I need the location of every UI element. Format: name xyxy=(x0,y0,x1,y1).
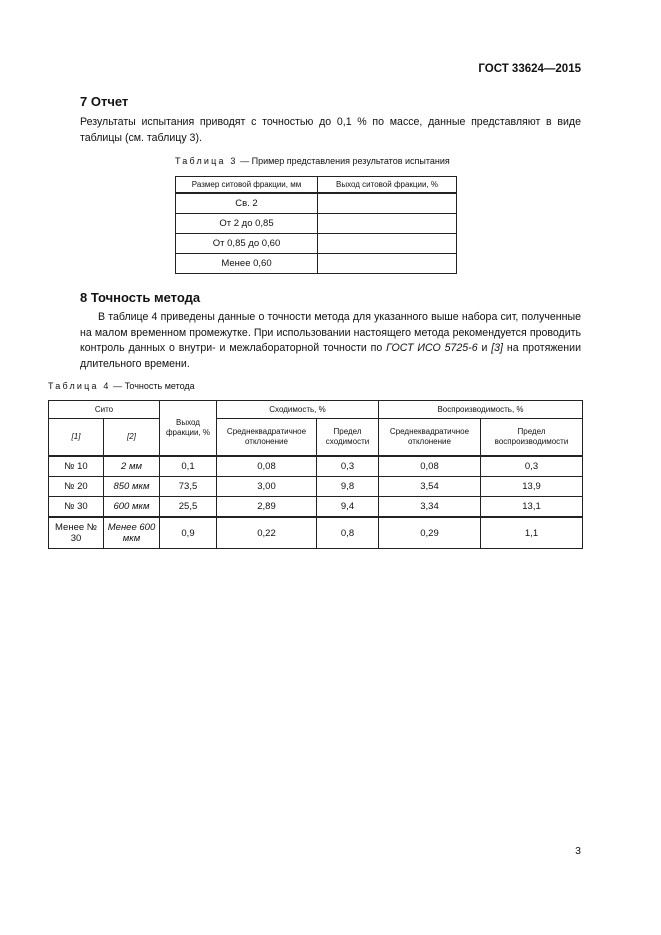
section-8-paragraph xyxy=(80,310,581,372)
document-header-id: ГОСТ 33624—2015 xyxy=(478,63,581,75)
table-4-cell: 13,9 xyxy=(481,477,583,497)
table-4-header-sieve: Сито xyxy=(49,401,160,419)
table-4-header-col1: [1] xyxy=(49,419,104,457)
table-4-header-row-2 xyxy=(49,419,583,457)
table-row xyxy=(176,254,457,274)
table-4-cell: 2 мм xyxy=(104,456,160,477)
table-4-cell: 3,34 xyxy=(379,497,481,518)
bibliography-reference: [3] xyxy=(491,342,503,354)
table-row xyxy=(49,517,583,549)
table-3-cell: Менее 0,60 xyxy=(176,254,318,274)
table-3-caption-text: — Пример представления результатов испытания xyxy=(237,156,450,166)
section-8-text-1: В таблице 4 приведены данные о точности метода для указанного выше набора сит, полученные на малом временном промежутке. При использовании настоящего метода рекомендуется проводить контроль данных о внутри- и межлабораторной точности по xyxy=(80,311,581,354)
table-4-cell: 73,5 xyxy=(160,477,217,497)
table-4-header-yield: Выход фракции, % xyxy=(160,401,217,457)
table-4-caption-text: — Точность метода xyxy=(110,381,195,391)
section-7-paragraph: Результаты испытания приводят с точностью до 0,1 % по массе, данные представляют в виде таблицы (см. таблицу 3). xyxy=(80,116,581,144)
table-3-caption-prefix: Таблица 3 xyxy=(175,156,238,166)
table-4-header-repeatability: Сходимость, % xyxy=(217,401,379,419)
table-4-cell: Менее 600 мкм xyxy=(104,517,160,549)
table-4-cell: 850 мкм xyxy=(104,477,160,497)
table-4-cell: 0,8 xyxy=(317,517,379,549)
table-row xyxy=(49,477,583,497)
table-4-header-repr-std: Среднеквадратичное отклонение xyxy=(379,419,481,457)
table-row xyxy=(176,214,457,234)
section-8-title: 8 Точность метода xyxy=(80,290,201,305)
table-4-cell: № 20 xyxy=(49,477,104,497)
table-4-cell: 9,4 xyxy=(317,497,379,518)
table-4-cell: 13,1 xyxy=(481,497,583,518)
table-4-cell: 0,08 xyxy=(379,456,481,477)
table-4-header-reproducibility: Воспроизводимость, % xyxy=(379,401,583,419)
table-4-header-repr-limit: Предел воспроизводимости xyxy=(481,419,583,457)
table-4-header-row-1 xyxy=(49,401,583,419)
section-7-title: 7 Отчет xyxy=(80,94,129,109)
table-3-cell: Св. 2 xyxy=(176,193,318,214)
table-4 xyxy=(48,400,583,549)
table-4-cell: 0,3 xyxy=(317,456,379,477)
gost-reference: ГОСТ ИСО 5725-6 xyxy=(386,342,478,354)
table-4-cell: 0,29 xyxy=(379,517,481,549)
table-4-cell: № 10 xyxy=(49,456,104,477)
table-4-caption-prefix: Таблица 4 xyxy=(48,381,111,391)
table-4-header-rep-std: Среднеквадратичное отклонение xyxy=(217,419,317,457)
table-row xyxy=(176,193,457,214)
table-4-cell: № 30 xyxy=(49,497,104,518)
table-4-cell: 9,8 xyxy=(317,477,379,497)
table-4-cell: 0,22 xyxy=(217,517,317,549)
table-4-cell: Менее № 30 xyxy=(49,517,104,549)
table-4-cell: 0,3 xyxy=(481,456,583,477)
table-4-cell: 2,89 xyxy=(217,497,317,518)
table-3-header-size: Размер ситовой фракции, мм xyxy=(176,177,318,194)
table-4-header-rep-limit: Предел сходимости xyxy=(317,419,379,457)
table-4-cell: 600 мкм xyxy=(104,497,160,518)
table-row xyxy=(176,234,457,254)
table-3 xyxy=(175,176,457,274)
table-4-cell: 0,1 xyxy=(160,456,217,477)
table-4-header-col2: [2] xyxy=(104,419,160,457)
table-3-caption xyxy=(175,156,450,166)
table-row xyxy=(49,456,583,477)
table-3-cell xyxy=(318,193,457,214)
table-4-cell: 3,00 xyxy=(217,477,317,497)
table-4-cell: 3,54 xyxy=(379,477,481,497)
section-8-text-3: на протяжении длительного времени. xyxy=(80,342,581,370)
table-4-cell: 1,1 xyxy=(481,517,583,549)
table-4-cell: 0,08 xyxy=(217,456,317,477)
table-3-cell xyxy=(318,254,457,274)
table-3-header-row xyxy=(176,177,457,194)
table-3-header-yield: Выход ситовой фракции, % xyxy=(318,177,457,194)
table-row xyxy=(49,497,583,518)
table-4-cell: 25,5 xyxy=(160,497,217,518)
table-4-caption xyxy=(48,381,195,391)
page-number: 3 xyxy=(575,845,581,857)
table-4-cell: 0,9 xyxy=(160,517,217,549)
table-3-cell: От 0,85 до 0,60 xyxy=(176,234,318,254)
table-3-cell xyxy=(318,214,457,234)
table-3-cell: От 2 до 0,85 xyxy=(176,214,318,234)
section-8-text-2: и xyxy=(477,342,492,354)
table-3-cell xyxy=(318,234,457,254)
